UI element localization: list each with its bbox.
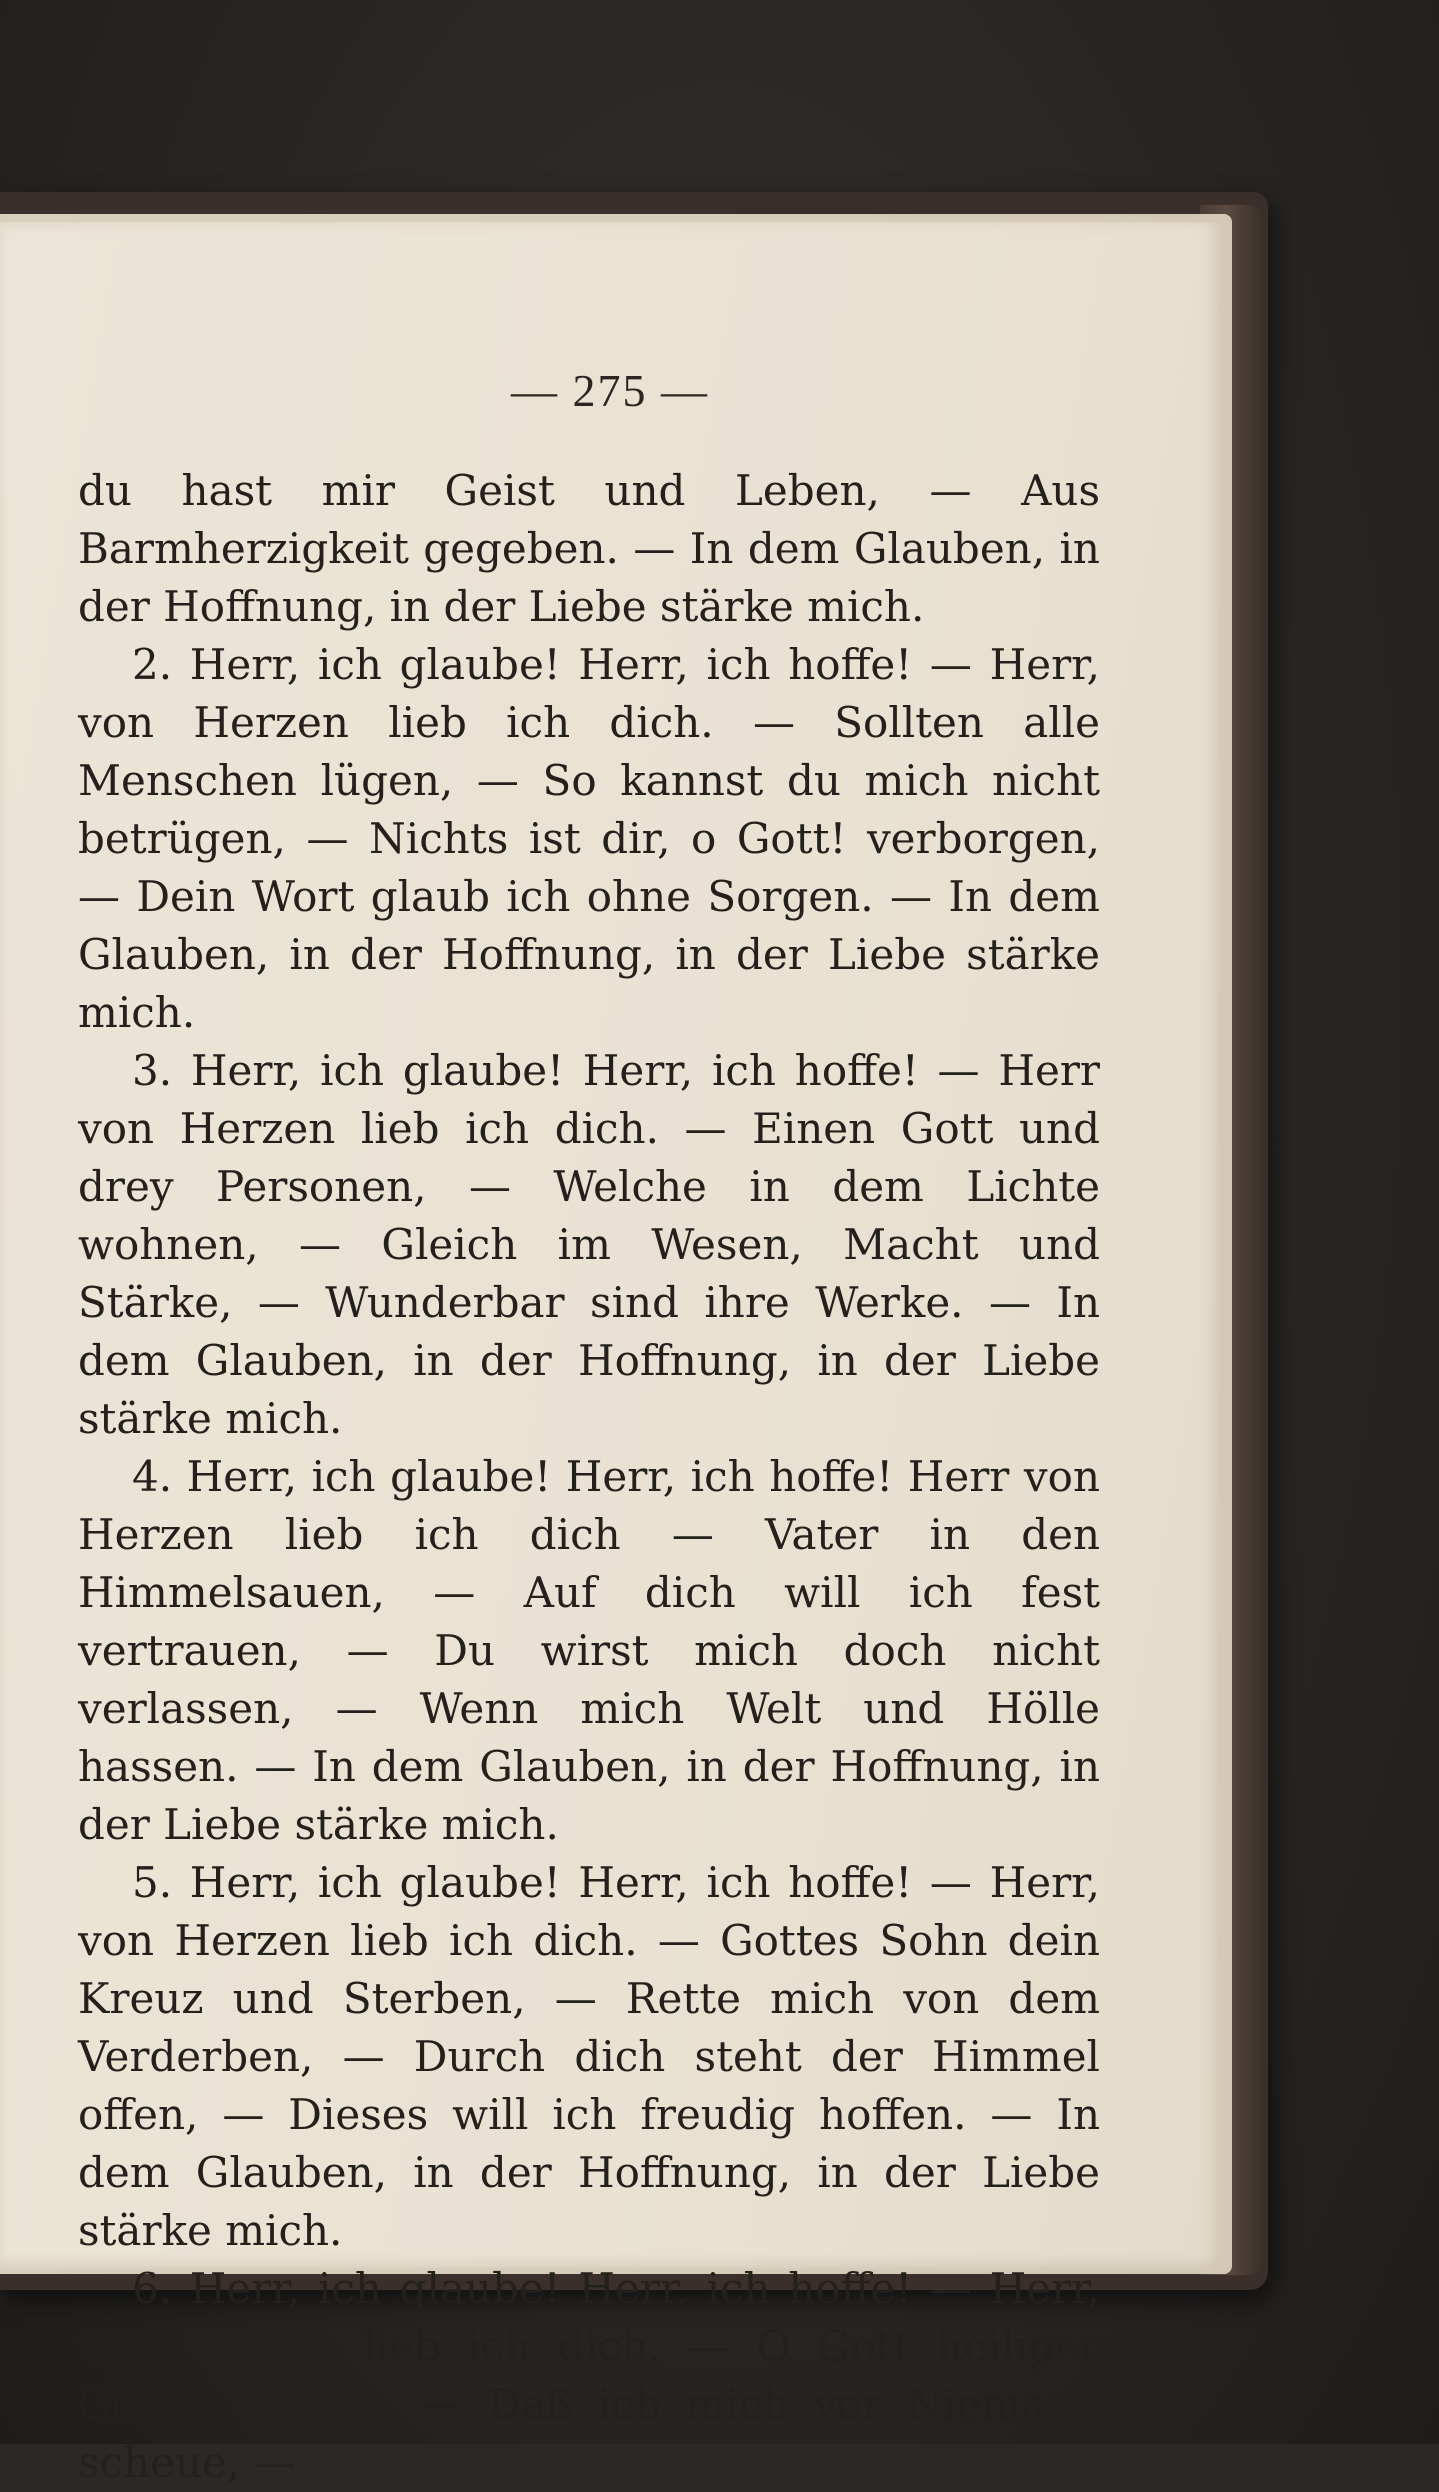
page-number: — 275 —	[511, 365, 709, 416]
verse-3: 3. Herr, ich glaube! Herr, ich hoffe! — Herr von Herzen lieb ich dich. — Einen Gott und drey Personen, — Welche in dem Lichte wohnen, — Gleich im Wesen, Macht und Stärke, — Wunderbar sind ihre Werke. — In dem Glauben, in der Hoffnung, in der Liebe stärke mich.	[78, 1046, 1100, 1443]
verse-4: 4. Herr, ich glaube! Herr, ich hoffe! Herr von Herzen lieb ich dich — Vater in den Himmelsauen, — Auf dich will ich fest vertrauen, — Du wirst mich doch nicht verlassen, — Wenn mich Welt und Hölle hassen. — In dem Glauben, in der Hoffnung, in der Liebe stärke mich.	[78, 1452, 1100, 1849]
verse-6: 6. Herr, ich glaube! Herr, ich hoffe! — Herr, von Herzen lieb ich dich. — O Gott heiliger Geist verleihe, — Daß ich mich vor Niemand scheue, —	[78, 2264, 1100, 2487]
verse-2: 2. Herr, ich glaube! Herr, ich hoffe! — Herr, von Herzen lieb ich dich. — Sollten alle Menschen lügen, — So kannst du mich nicht betrügen, — Nichts ist dir, o Gott! verborgen, — Dein Wort glaub ich ohne Sorgen. — In dem Glauben, in der Hoffnung, in der Liebe stärke mich.	[78, 640, 1100, 1037]
page-text	[78, 462, 1100, 2492]
verse-5: 5. Herr, ich glaube! Herr, ich hoffe! — Herr, von Herzen lieb ich dich. — Gottes Sohn dein Kreuz und Sterben, — Rette mich von dem Verderben, — Durch dich steht der Himmel offen, — Dieses will ich freudig hoffen. — In dem Glauben, in der Hoffnung, in der Liebe stärke mich.	[78, 1858, 1100, 2255]
verse-continuation: du hast mir Geist und Leben, — Aus Barmherzigkeit gegeben. — In dem Glauben, in der Hoffnung, in der Liebe stärke mich.	[78, 466, 1100, 631]
